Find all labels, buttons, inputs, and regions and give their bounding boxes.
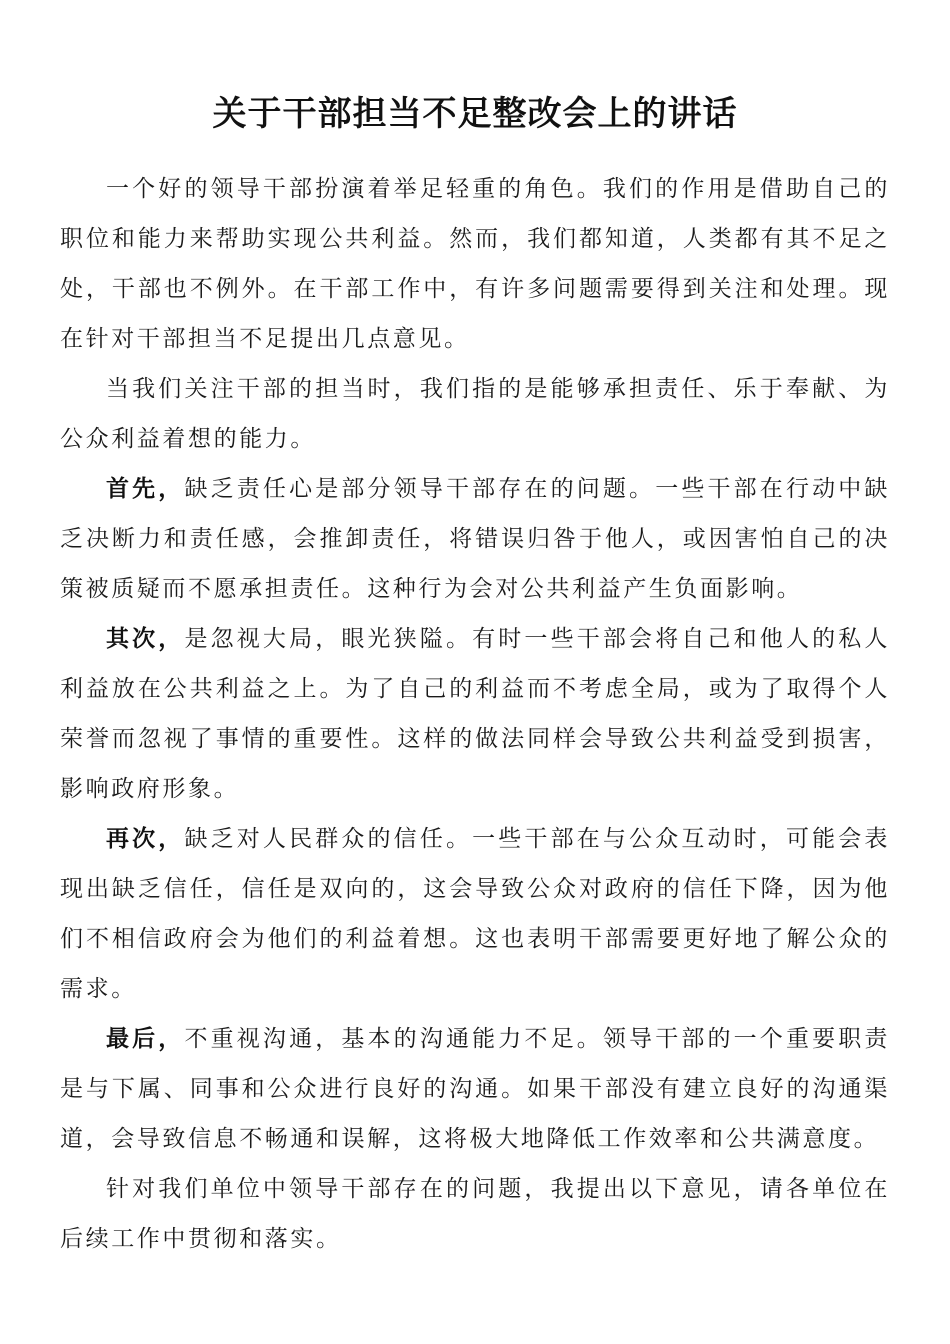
document-title: 关于干部担当不足整改会上的讲话 — [212, 94, 738, 134]
paragraph-text: 针对我们单位中领导干部存在的问题，我提出以下意见，请各单位在后续工作中贯彻和落实。 — [60, 1176, 890, 1252]
paragraph-lead: 再次， — [106, 825, 185, 852]
paragraph-first-point — [60, 464, 890, 614]
paragraph-conclusion — [60, 1164, 890, 1264]
paragraph-third-point — [60, 814, 890, 1014]
document-body — [60, 164, 890, 1264]
paragraph-text: 缺乏对人民群众的信任。一些干部在与公众互动时，可能会表现出缺乏信任，信任是双向的，这会导致公众对政府的信任下降，因为他们不相信政府会为他们的利益着想。这也表明干部需要更好地了解公众的需求。 — [60, 826, 890, 1002]
paragraph-definition — [60, 364, 890, 464]
paragraph-lead: 首先， — [106, 475, 185, 502]
paragraph-lead: 最后， — [106, 1025, 185, 1052]
paragraph-second-point — [60, 614, 890, 814]
paragraph-intro — [60, 164, 890, 364]
paragraph-text: 一个好的领导干部扮演着举足轻重的角色。我们的作用是借助自己的职位和能力来帮助实现公共利益。然而，我们都知道，人类都有其不足之处，干部也不例外。在干部工作中，有许多问题需要得到关注和处理。现在针对干部担当不足提出几点意见。 — [60, 176, 890, 352]
paragraph-text: 是忽视大局，眼光狭隘。有时一些干部会将自己和他人的私人利益放在公共利益之上。为了自己的利益而不考虑全局，或为了取得个人荣誉而忽视了事情的重要性。这样的做法同样会导致公共利益受到损害，影响政府形象。 — [60, 626, 890, 802]
paragraph-text: 不重视沟通，基本的沟通能力不足。领导干部的一个重要职责是与下属、同事和公众进行良好的沟通。如果干部没有建立良好的沟通渠道，会导致信息不畅通和误解，这将极大地降低工作效率和公共满意度。 — [60, 1026, 890, 1152]
paragraph-lead: 其次， — [106, 625, 185, 652]
paragraph-final-point — [60, 1014, 890, 1164]
paragraph-text: 缺乏责任心是部分领导干部存在的问题。一些干部在行动中缺乏决断力和责任感，会推卸责任，将错误归咎于他人，或因害怕自己的决策被质疑而不愿承担责任。这种行为会对公共利益产生负面影响。 — [60, 476, 890, 602]
document-page — [60, 0, 890, 1264]
paragraph-text: 当我们关注干部的担当时，我们指的是能够承担责任、乐于奉献、为公众利益着想的能力。 — [60, 376, 890, 452]
